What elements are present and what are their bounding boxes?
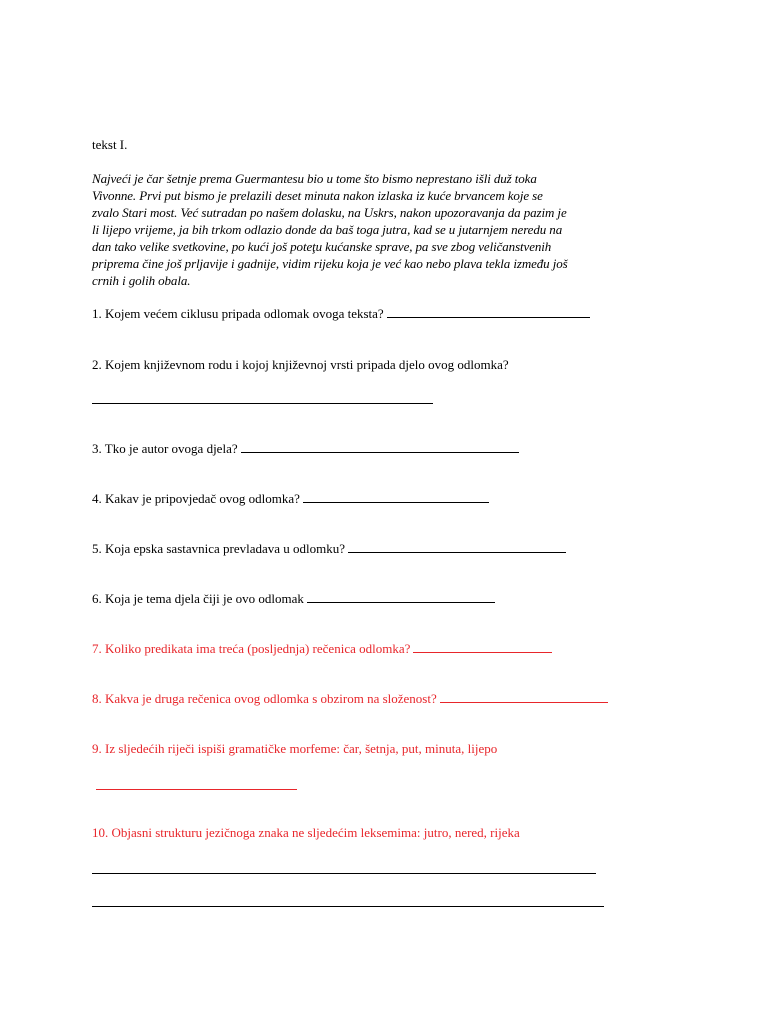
question-1-text: 1. Kojem većem ciklusu pripada odlomak ovoga teksta?: [92, 306, 384, 321]
answer-5-blank[interactable]: [348, 540, 566, 553]
passage-line: dan tako velike svetkovine, po kući još poteţu kućanske sprave, pa sve zbog veličanstvenih: [92, 239, 552, 254]
question-1: [92, 305, 590, 322]
question-10: [92, 824, 520, 841]
question-6: [92, 590, 495, 607]
answer-10-line-1[interactable]: [92, 873, 596, 874]
answer-8-blank[interactable]: [440, 690, 608, 703]
literary-passage: [92, 170, 682, 289]
answer-6-blank[interactable]: [307, 590, 495, 603]
question-3: [92, 440, 519, 457]
answer-3-blank[interactable]: [241, 440, 519, 453]
answer-1-blank[interactable]: [387, 305, 590, 318]
question-4: [92, 490, 489, 507]
question-9-text: 9. Iz sljedećih riječi ispiši gramatičke morfeme: čar, šetnja, put, minuta, lijepo: [92, 741, 498, 756]
passage-line: li lijepo vrijeme, ja bih trkom odlazio donde da baš toga jutra, kad se u jutarnjem neredu na: [92, 222, 563, 237]
answer-10-line-2[interactable]: [92, 906, 604, 907]
passage-line: crnih i golih obala.: [92, 273, 191, 288]
question-2-text: 2. Kojem književnom rodu i kojoj književnoj vrsti pripada djelo ovog odlomka?: [92, 357, 509, 372]
question-3-text: 3. Tko je autor ovoga djela?: [92, 441, 238, 456]
answer-4-blank[interactable]: [303, 490, 489, 503]
answer-2-line[interactable]: [92, 403, 433, 404]
question-7: [92, 640, 552, 657]
question-9: [92, 740, 497, 757]
passage-line: Vivonne. Prvi put bismo je prelazili deset minuta nakon izlaska iz kuće brvancem koje se: [92, 188, 543, 203]
question-5-text: 5. Koja epska sastavnica prevladava u odlomku?: [92, 541, 346, 556]
text-heading: tekst I.: [92, 137, 128, 152]
passage-line: priprema čine još prljavije i gadnije, vidim rijeku koja je već kao nebo plava tekla između još: [92, 256, 568, 271]
answer-9-line[interactable]: [96, 789, 297, 790]
answer-7-blank[interactable]: [413, 640, 552, 653]
passage-line: Najveći je čar šetnje prema Guermantesu bio u tome što bismo neprestano išli duž toka: [92, 171, 537, 186]
question-4-text: 4. Kakav je pripovjedač ovog odlomka?: [92, 491, 300, 506]
question-5: [92, 540, 566, 557]
question-8-text: 8. Kakva je druga rečenica ovog odlomka s obzirom na složenost?: [92, 691, 437, 706]
question-8: [92, 690, 608, 707]
question-7-text: 7. Koliko predikata ima treća (posljednja) rečenica odlomka?: [92, 641, 411, 656]
question-10-text: 10. Objasni strukturu jezičnoga znaka ne sljedećim leksemima: jutro, nered, rijeka: [92, 825, 520, 840]
passage-line: zvalo Stari most. Već sutradan po našem dolasku, na Uskrs, nakon upozoravanja da pazim je: [92, 205, 567, 220]
question-2: [92, 356, 509, 373]
question-6-text: 6. Koja je tema djela čiji je ovo odlomak: [92, 591, 304, 606]
